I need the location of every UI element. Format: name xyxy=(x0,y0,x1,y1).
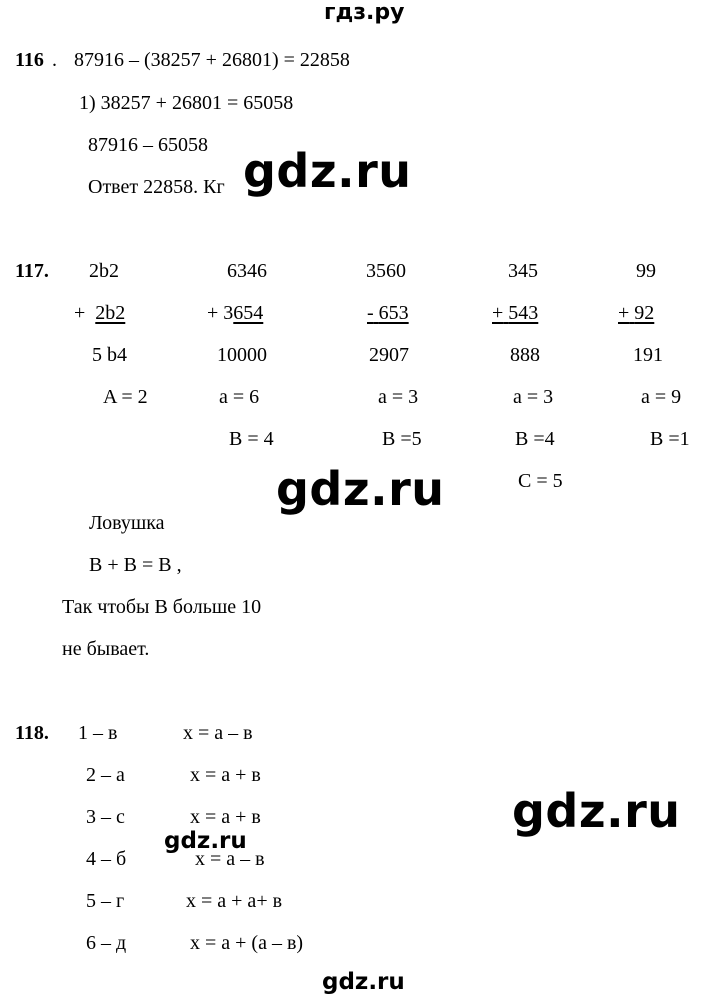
col3-row5: B =5 xyxy=(382,428,422,450)
col5-value: 92 xyxy=(634,302,655,324)
col1-row2 xyxy=(74,303,125,323)
col2-row1: 6346 xyxy=(227,260,267,282)
p118-row1-left: 1 – в xyxy=(78,722,118,744)
problem-117-number: 117. xyxy=(15,260,49,282)
col1-row1: 2b2 xyxy=(89,260,119,282)
problem-116-dot: . xyxy=(52,49,57,71)
p118-row3-right: x = a + в xyxy=(190,806,261,828)
trap-line-2: Так чтобы B больше 10 xyxy=(62,596,262,618)
p118-row1-right: x = a – в xyxy=(183,722,253,744)
col2-row2 xyxy=(207,303,263,323)
p118-row4-left: 4 – б xyxy=(86,848,127,870)
trap-title: Ловушка xyxy=(89,512,165,534)
p118-row4-right: x = a – в xyxy=(195,848,265,870)
col4-row2 xyxy=(492,303,538,323)
p118-row6-left: 6 – д xyxy=(86,932,127,954)
footer-watermark: gdz.ru xyxy=(322,969,405,995)
col4-row6: C = 5 xyxy=(518,470,563,492)
problem-118-number: 118. xyxy=(15,722,49,744)
watermark-1: gdz.ru xyxy=(243,144,412,198)
watermark-4: gdz.ru xyxy=(512,784,681,838)
problem-116-step2: 87916 – 65058 xyxy=(88,134,208,156)
col2-value: 654 xyxy=(233,302,264,324)
col1-row3: 5 b4 xyxy=(92,344,127,366)
col2-row5: B = 4 xyxy=(229,428,274,450)
col3-sign: - xyxy=(367,302,374,324)
problem-116-number: 116 xyxy=(15,49,44,71)
col2-row3: 10000 xyxy=(217,344,267,366)
trap-line-1: B + B = B , xyxy=(89,554,182,576)
problem-116-step1: 1) 38257 + 26801 = 65058 xyxy=(79,92,294,114)
col5-row4: a = 9 xyxy=(641,386,682,408)
col5-row2 xyxy=(618,303,654,323)
problem-116-equation: 87916 – (38257 + 26801) = 22858 xyxy=(74,49,350,71)
p118-row2-right: x = a + в xyxy=(190,764,261,786)
problem-116-answer: Ответ 22858. Кг xyxy=(88,176,225,198)
col4-value: 543 xyxy=(508,302,539,324)
watermark-2: gdz.ru xyxy=(276,462,445,516)
col5-row3: 191 xyxy=(633,344,663,366)
p118-row5-left: 5 – г xyxy=(86,890,125,912)
p118-row6-right: x = a + (a – в) xyxy=(190,932,304,954)
watermark-3: gdz.ru xyxy=(164,828,247,854)
col3-value: 653 xyxy=(378,302,409,324)
col2-sign: + 3 xyxy=(207,302,234,324)
col4-row1: 345 xyxy=(508,260,538,282)
col2-row4: a = 6 xyxy=(219,386,260,408)
p118-row3-left: 3 – с xyxy=(86,806,125,828)
col1-sign: + xyxy=(74,302,86,324)
col5-row5: B =1 xyxy=(650,428,690,450)
col4-sign: + xyxy=(492,302,504,324)
col5-sign: + xyxy=(618,302,630,324)
col3-row4: a = 3 xyxy=(378,386,419,408)
site-header: гдз.ру xyxy=(324,0,405,25)
col3-row2 xyxy=(367,303,409,323)
col1-row4: A = 2 xyxy=(103,386,148,408)
col4-row3: 888 xyxy=(510,344,540,366)
col3-row3: 2907 xyxy=(369,344,409,366)
col5-row1: 99 xyxy=(636,260,656,282)
col3-row1: 3560 xyxy=(366,260,406,282)
p118-row2-left: 2 – а xyxy=(86,764,125,786)
trap-line-3: не бывает. xyxy=(62,638,150,660)
col1-value: 2b2 xyxy=(95,302,126,324)
col4-row4: a = 3 xyxy=(513,386,554,408)
p118-row5-right: x = a + a+ в xyxy=(186,890,283,912)
col4-row5: B =4 xyxy=(515,428,555,450)
